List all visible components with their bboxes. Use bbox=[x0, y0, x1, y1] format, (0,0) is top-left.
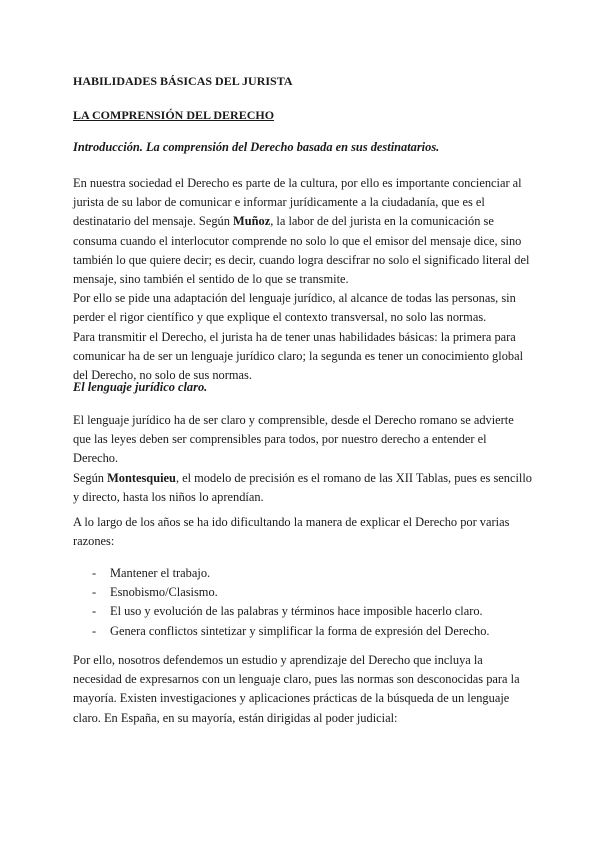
list-item bbox=[92, 564, 532, 583]
reasons-list bbox=[92, 564, 532, 641]
list-item-text: Esnobismo/Clasismo. bbox=[110, 585, 218, 600]
list-marker: - bbox=[92, 604, 97, 619]
intro-text-c: , la labor de del jurista en la comunicación se consuma cuando el interlocutor comprende no solo lo que el emisor del mensaje dice, sino también lo que quiere decir; es decir, cuando logra descifrar no solo el significado literal del mensaje, sino también el sentido de lo que se transmite. bbox=[73, 214, 530, 287]
intro-text-a: En nuestra sociedad el Derecho es parte de la cultura, por ello es importante concienciar al jurista de su labor de comunicar e informar jurídicamente a la ciudadanía, que es el destinatario del mensaje. Según bbox=[73, 176, 522, 229]
document-title: HABILIDADES BÁSICAS DEL JURISTA bbox=[73, 74, 293, 88]
author-montesquieu: Montesquieu bbox=[107, 470, 176, 485]
lenguaje-text-b-pre: Según bbox=[73, 470, 108, 485]
lenguaje-text-a: El lenguaje jurídico ha de ser claro y comprensible, desde el Derecho romano se advierte que las leyes deben ser comprensibles para todos, por nuestro derecho a entender el Derecho. bbox=[73, 413, 514, 466]
list-item bbox=[92, 583, 532, 602]
reasons-intro: A lo largo de los años se ha ido dificultando la manera de explicar el Derecho por varias razones: bbox=[73, 515, 510, 549]
section-title: LA COMPRENSIÓN DEL DERECHO bbox=[73, 108, 275, 122]
list-item bbox=[92, 622, 532, 641]
list-item-text: Mantener el trabajo. bbox=[110, 566, 211, 580]
list-item bbox=[92, 602, 532, 621]
author-munoz: Muñoz bbox=[233, 214, 271, 229]
lenguaje-text-b-post: , el modelo de precisión es el romano de las XII Tablas, pues es sencillo y directo, hasta los niños lo aprendían. bbox=[73, 470, 533, 504]
list-marker: - bbox=[92, 585, 97, 600]
lenguaje-heading: El lenguaje jurídico claro. bbox=[73, 380, 208, 394]
list-marker: - bbox=[92, 566, 97, 580]
list-marker: - bbox=[92, 623, 97, 638]
list-item-text: Genera conflictos sintetizar y simplificar la forma de expresión del Derecho. bbox=[110, 623, 490, 638]
intro-paragraph bbox=[73, 174, 533, 385]
intro-text-d: Por ello se pide una adaptación del lenguaje jurídico, al alcance de todas las personas, sin perder el rigor científico y que explique el contexto transversal, no solo las normas. bbox=[73, 291, 516, 325]
intro-text-e: Para transmitir el Derecho, el jurista ha de tener unas habilidades básicas: la primera para comunicar ha de ser un lenguaje jurídico claro; la segunda es tener un conocimiento global del Derecho, no solo de sus normas. bbox=[73, 329, 524, 383]
conclusion-paragraph: Por ello, nosotros defendemos un estudio y aprendizaje del Derecho que incluya la necesidad de expresarnos con un lenguaje claro, pues las normas son desconocidas para la mayoría. Existen investigaciones y aplicaciones prácticas de la búsqueda de un lenguaje claro. En España, en su mayoría, están dirigidas al poder judicial: bbox=[73, 653, 520, 725]
lenguaje-paragraph bbox=[73, 411, 533, 507]
list-item-text: El uso y evolución de las palabras y términos hace imposible hacerlo claro. bbox=[110, 604, 483, 619]
intro-heading: Introducción. La comprensión del Derecho basada en sus destinatarios. bbox=[73, 140, 440, 154]
